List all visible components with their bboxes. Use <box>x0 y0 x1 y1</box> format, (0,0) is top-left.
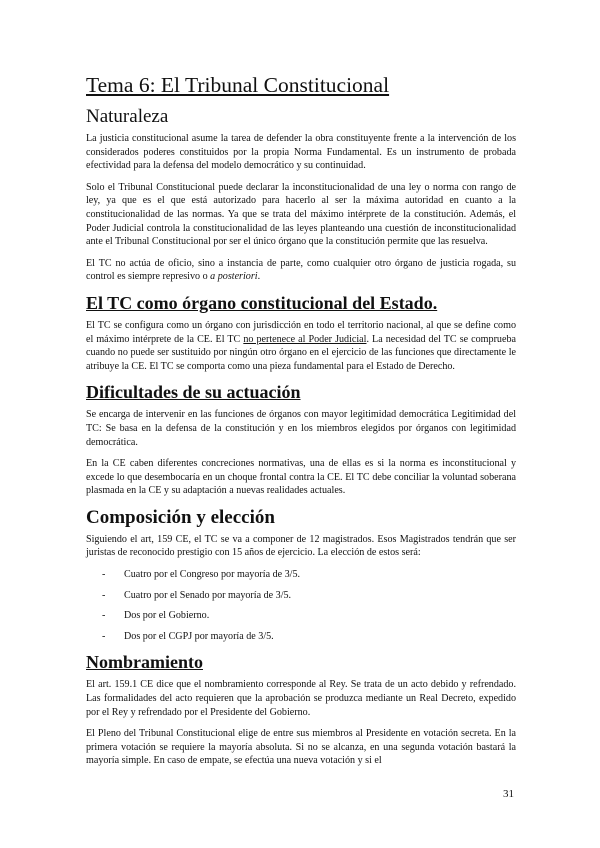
page-number: 31 <box>503 788 514 800</box>
page-title: Tema 6: El Tribunal Constitucional <box>86 73 390 97</box>
heading-dificultades: Dificultades de su actuación <box>86 382 301 403</box>
list-item-text: Dos por el Gobierno. <box>124 610 210 622</box>
list-item <box>86 630 516 644</box>
list-item <box>86 589 516 603</box>
heading-naturaleza: Naturaleza <box>86 106 169 127</box>
text-run: . <box>257 271 261 283</box>
italic-text: a posteriori <box>210 271 258 283</box>
paragraph: En la CE caben diferentes concreciones normativas, una de ellas es si la norma es inconstitucional y excede lo que desembocaría en un choque frontal contra la CE. El TC debe conciliar la voluntad soberana plasmada en la CE y su adaptación a nuevas realidades actuales. <box>86 458 516 497</box>
heading-composicion: Composición y elección <box>86 506 275 528</box>
election-list <box>86 568 516 643</box>
list-dash: - <box>102 569 106 581</box>
underlined-text: no pertenece al Poder Judicial <box>243 333 367 345</box>
heading-organo: El TC como órgano constitucional del Estado. <box>86 292 438 313</box>
text-run: El TC se configura como un órgano con jurisdicción en todo el territorio nacional, al que se define como el máximo intérprete de la CE. El TC <box>86 319 516 345</box>
list-item-text: Cuatro por el Congreso por mayoría de 3/5. <box>124 569 301 581</box>
paragraph: El art. 159.1 CE dice que el nombramiento corresponde al Rey. Se trata de un acto debido y refrendado. Las formalidades del acto requieren que la aprobación se produzca mediante un Real Decreto, expedido por el Rey y refrendado por el Presidente del Gobierno. <box>86 679 516 718</box>
paragraph: Se encarga de intervenir en las funciones de órganos con mayor legitimidad democrática Legitimidad del TC: Se basa en la defensa de la constitución y en los miembros elegidos por órganos con legitimidad democrática. <box>86 409 516 448</box>
list-item-text: Dos por el CGPJ por mayoría de 3/5. <box>124 630 274 642</box>
paragraph: La justicia constitucional asume la tarea de defender la obra constituyente frente a la intervención de los considerados poderes constituidos por la propia Norma Fundamental. Es un instrumento de probada efectividad para la defensa del modelo democrático y su continuidad. <box>86 133 516 172</box>
list-dash: - <box>102 630 106 642</box>
list-item-text: Cuatro por el Senado por mayoría de 3/5. <box>124 589 292 601</box>
paragraph <box>86 257 516 284</box>
text-run: . La necesidad del TC se comprueba cuando no puede ser sustituido por ningún otro órgano en el ejercicio de las funciones que directamente le atribuye la CE. El TC se comporta como una pieza fundamental para el Estado de Derecho. <box>86 333 516 372</box>
page-content <box>86 72 516 776</box>
text-run: El TC no actúa de oficio, sino a instancia de parte, como cualquier otro órgano de justicia rogada, su control es siempre represivo o <box>86 257 516 283</box>
heading-nombramiento: Nombramiento <box>86 652 203 673</box>
list-dash: - <box>102 589 106 601</box>
paragraph: Solo el Tribunal Constitucional puede declarar la inconstitucionalidad de una ley o norma con rango de ley, ya que es el que está autorizado para hacerlo al ser la máxima autoridad en cuanto a la constitucionalidad de las normas. Ya que se trata del máximo intérprete de la constitución. Además, el Poder Judicial controla la constitucionalidad de las leyes planteando una cuestión de inconstitucionalidad ante el Tribunal Constitucional por ser el único órgano que la constitución permite que las resuelva. <box>86 181 516 248</box>
list-item <box>86 609 516 623</box>
paragraph <box>86 319 516 373</box>
paragraph: Siguiendo el art, 159 CE, el TC se va a componer de 12 magistrados. Esos Magistrados tendrán que ser juristas de reconocido prestigio con 15 años de ejercicio. La elección de estos será: <box>86 533 516 559</box>
list-item <box>86 568 516 582</box>
paragraph: El Pleno del Tribunal Constitucional elige de entre sus miembros al Presidente en votación secreta. En la primera votación se requiere la mayoría absoluta. Si no se alcanza, en una segunda votación bastará la mayoría simple. En caso de empate, se efectúa una nueva votación y si el <box>86 728 516 767</box>
list-dash: - <box>102 610 106 622</box>
